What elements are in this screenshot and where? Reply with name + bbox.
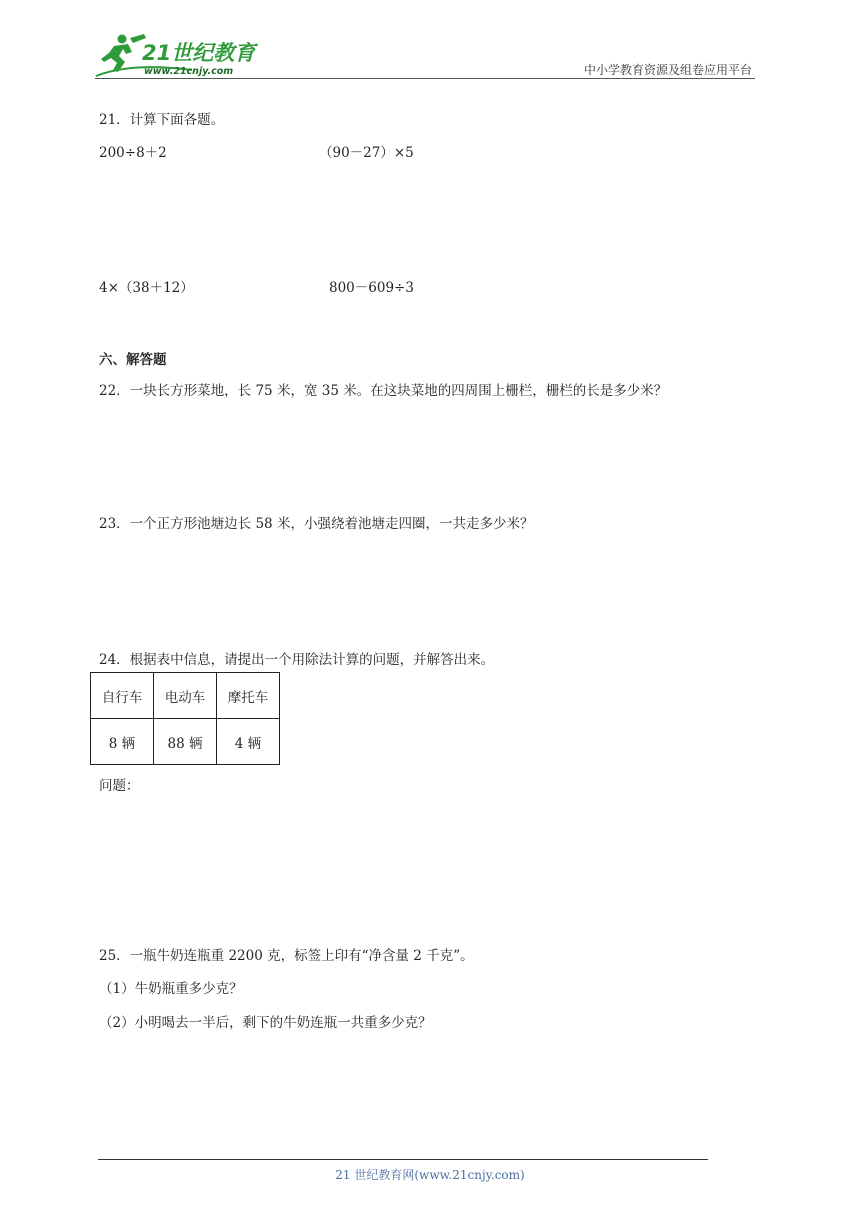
table-cell: 88 辆 — [154, 719, 217, 765]
q21-prompt: 21．计算下面各题。 — [99, 112, 225, 128]
table-header-row — [91, 673, 280, 719]
q25-text: 25．一瓶牛奶连瓶重 2200 克，标签上印有“净含量 2 千克”。 — [99, 948, 474, 964]
section-title: 六、解答题 — [99, 352, 167, 368]
q24-question-label: 问题： — [99, 778, 140, 794]
table-cell: 4 辆 — [217, 719, 280, 765]
table-header-cell: 摩托车 — [217, 673, 280, 719]
table-header-cell: 自行车 — [91, 673, 154, 719]
q25-sub-2: （2）小明喝去一半后，剩下的牛奶连瓶一共重多少克？ — [99, 1015, 432, 1031]
q21-expr-1: 200÷8＋2 — [99, 145, 167, 161]
header-divider — [95, 78, 755, 79]
logo-text: 21世纪教育 — [142, 41, 256, 65]
q21-expr-3: 4×（38＋12） — [99, 280, 194, 296]
footer-link[interactable]: 21 世纪教育网(www.21cnjy.com) — [335, 1168, 525, 1182]
table-header-cell: 电动车 — [154, 673, 217, 719]
q21-expr-2: （90－27）×5 — [319, 145, 414, 161]
table-cell: 8 辆 — [91, 719, 154, 765]
footer-divider — [98, 1159, 708, 1160]
runner-icon — [101, 34, 146, 72]
vehicle-table — [90, 672, 280, 765]
logo — [92, 32, 262, 80]
site-title: 中小学教育资源及组卷应用平台 — [583, 63, 752, 77]
q21-expr-4: 800－609÷3 — [329, 280, 414, 296]
q23-text: 23．一个正方形池塘边长 58 米，小强绕着池塘走四圈，一共走多少米？ — [99, 516, 534, 532]
q22-text: 22．一块长方形菜地，长 75 米，宽 35 米。在这块菜地的四周围上栅栏，栅栏的长是多少米？ — [99, 383, 668, 399]
q24-text: 24．根据表中信息，请提出一个用除法计算的问题，并解答出来。 — [99, 652, 495, 668]
table-row — [91, 719, 280, 765]
logo-url: www.21cnjy.com — [144, 66, 234, 77]
q25-sub-1: （1）牛奶瓶重多少克？ — [99, 981, 243, 997]
